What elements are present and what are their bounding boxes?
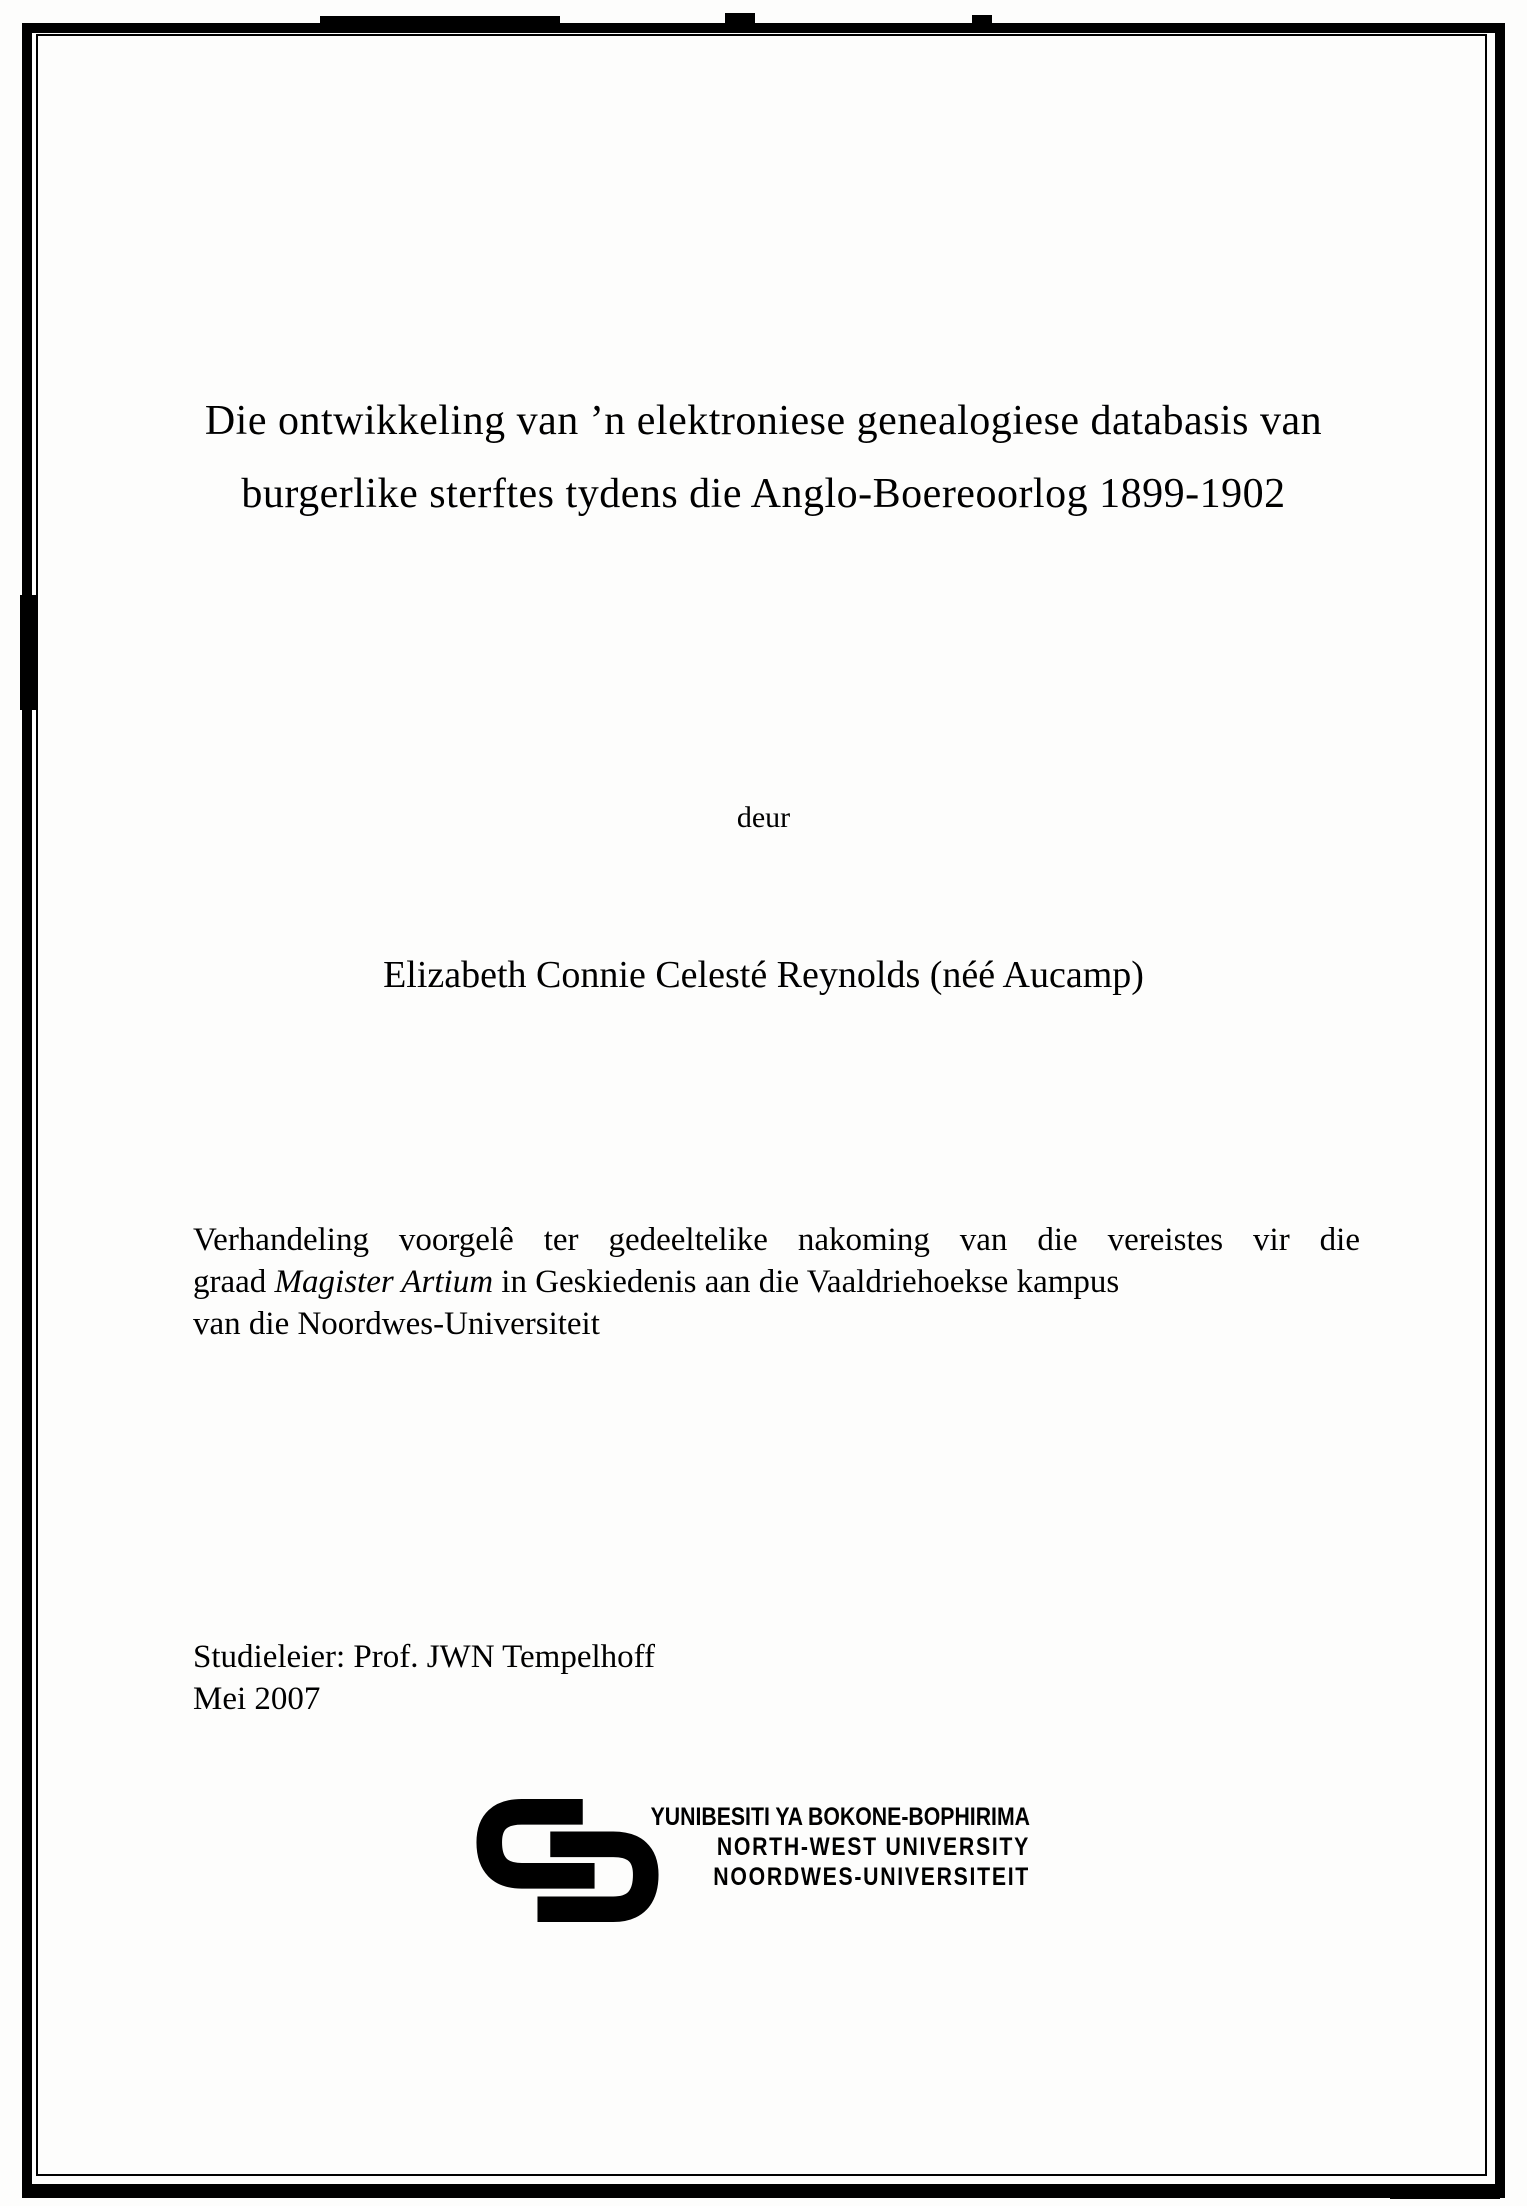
degree-statement-line1: Verhandeling voorgelê ter gedeeltelike nakoming van die vereistes vir die [193, 1222, 1360, 1258]
scan-artifact [20, 595, 38, 710]
thesis-title-line1: Die ontwikkeling van ’n elektroniese genealogiese databasis van [204, 398, 1323, 444]
scan-artifact [58, 2192, 128, 2197]
degree-statement-line3: van die Noordwes-Universiteit [193, 1306, 600, 1342]
scan-artifact [972, 15, 992, 23]
supervisor-line: Studieleier: Prof. JWN Tempelhoff [193, 1639, 656, 1675]
scan-artifact [320, 16, 560, 24]
degree-statement-line2-pre: graad [193, 1264, 275, 1300]
university-logo-text [560, 1802, 1030, 1892]
logo-text-english: NORTH-WEST UNIVERSITY [716, 1833, 1030, 1861]
logo-text-afrikaans: NOORDWES-UNIVERSITEIT [713, 1863, 1030, 1891]
scan-artifact [725, 13, 755, 23]
scan-artifact [1240, 2192, 1330, 2198]
degree-statement-line2-post: in Geskiedenis aan die Vaaldriehoekse kampus [493, 1264, 1120, 1300]
thesis-title-line2: burgerlike sterftes tydens die Anglo-Boereoorlog 1899-1902 [241, 471, 1286, 517]
logo-text-setswana: YUNIBESITI YA BOKONE-BOPHIRIMA [650, 1803, 1030, 1831]
byline-deur: deur [736, 801, 791, 834]
degree-statement [193, 1219, 1360, 1345]
author-name: Elizabeth Connie Celesté Reynolds (néé Aucamp) [383, 954, 1144, 996]
degree-name-italic: Magister Artium [274, 1264, 494, 1300]
scan-artifact [1390, 2193, 1500, 2199]
thesis-title [110, 385, 1417, 531]
supervisor-block [193, 1636, 655, 1720]
degree-statement-line2 [193, 1261, 1360, 1303]
date-line: Mei 2007 [193, 1681, 321, 1717]
university-logo [475, 1797, 1075, 1932]
